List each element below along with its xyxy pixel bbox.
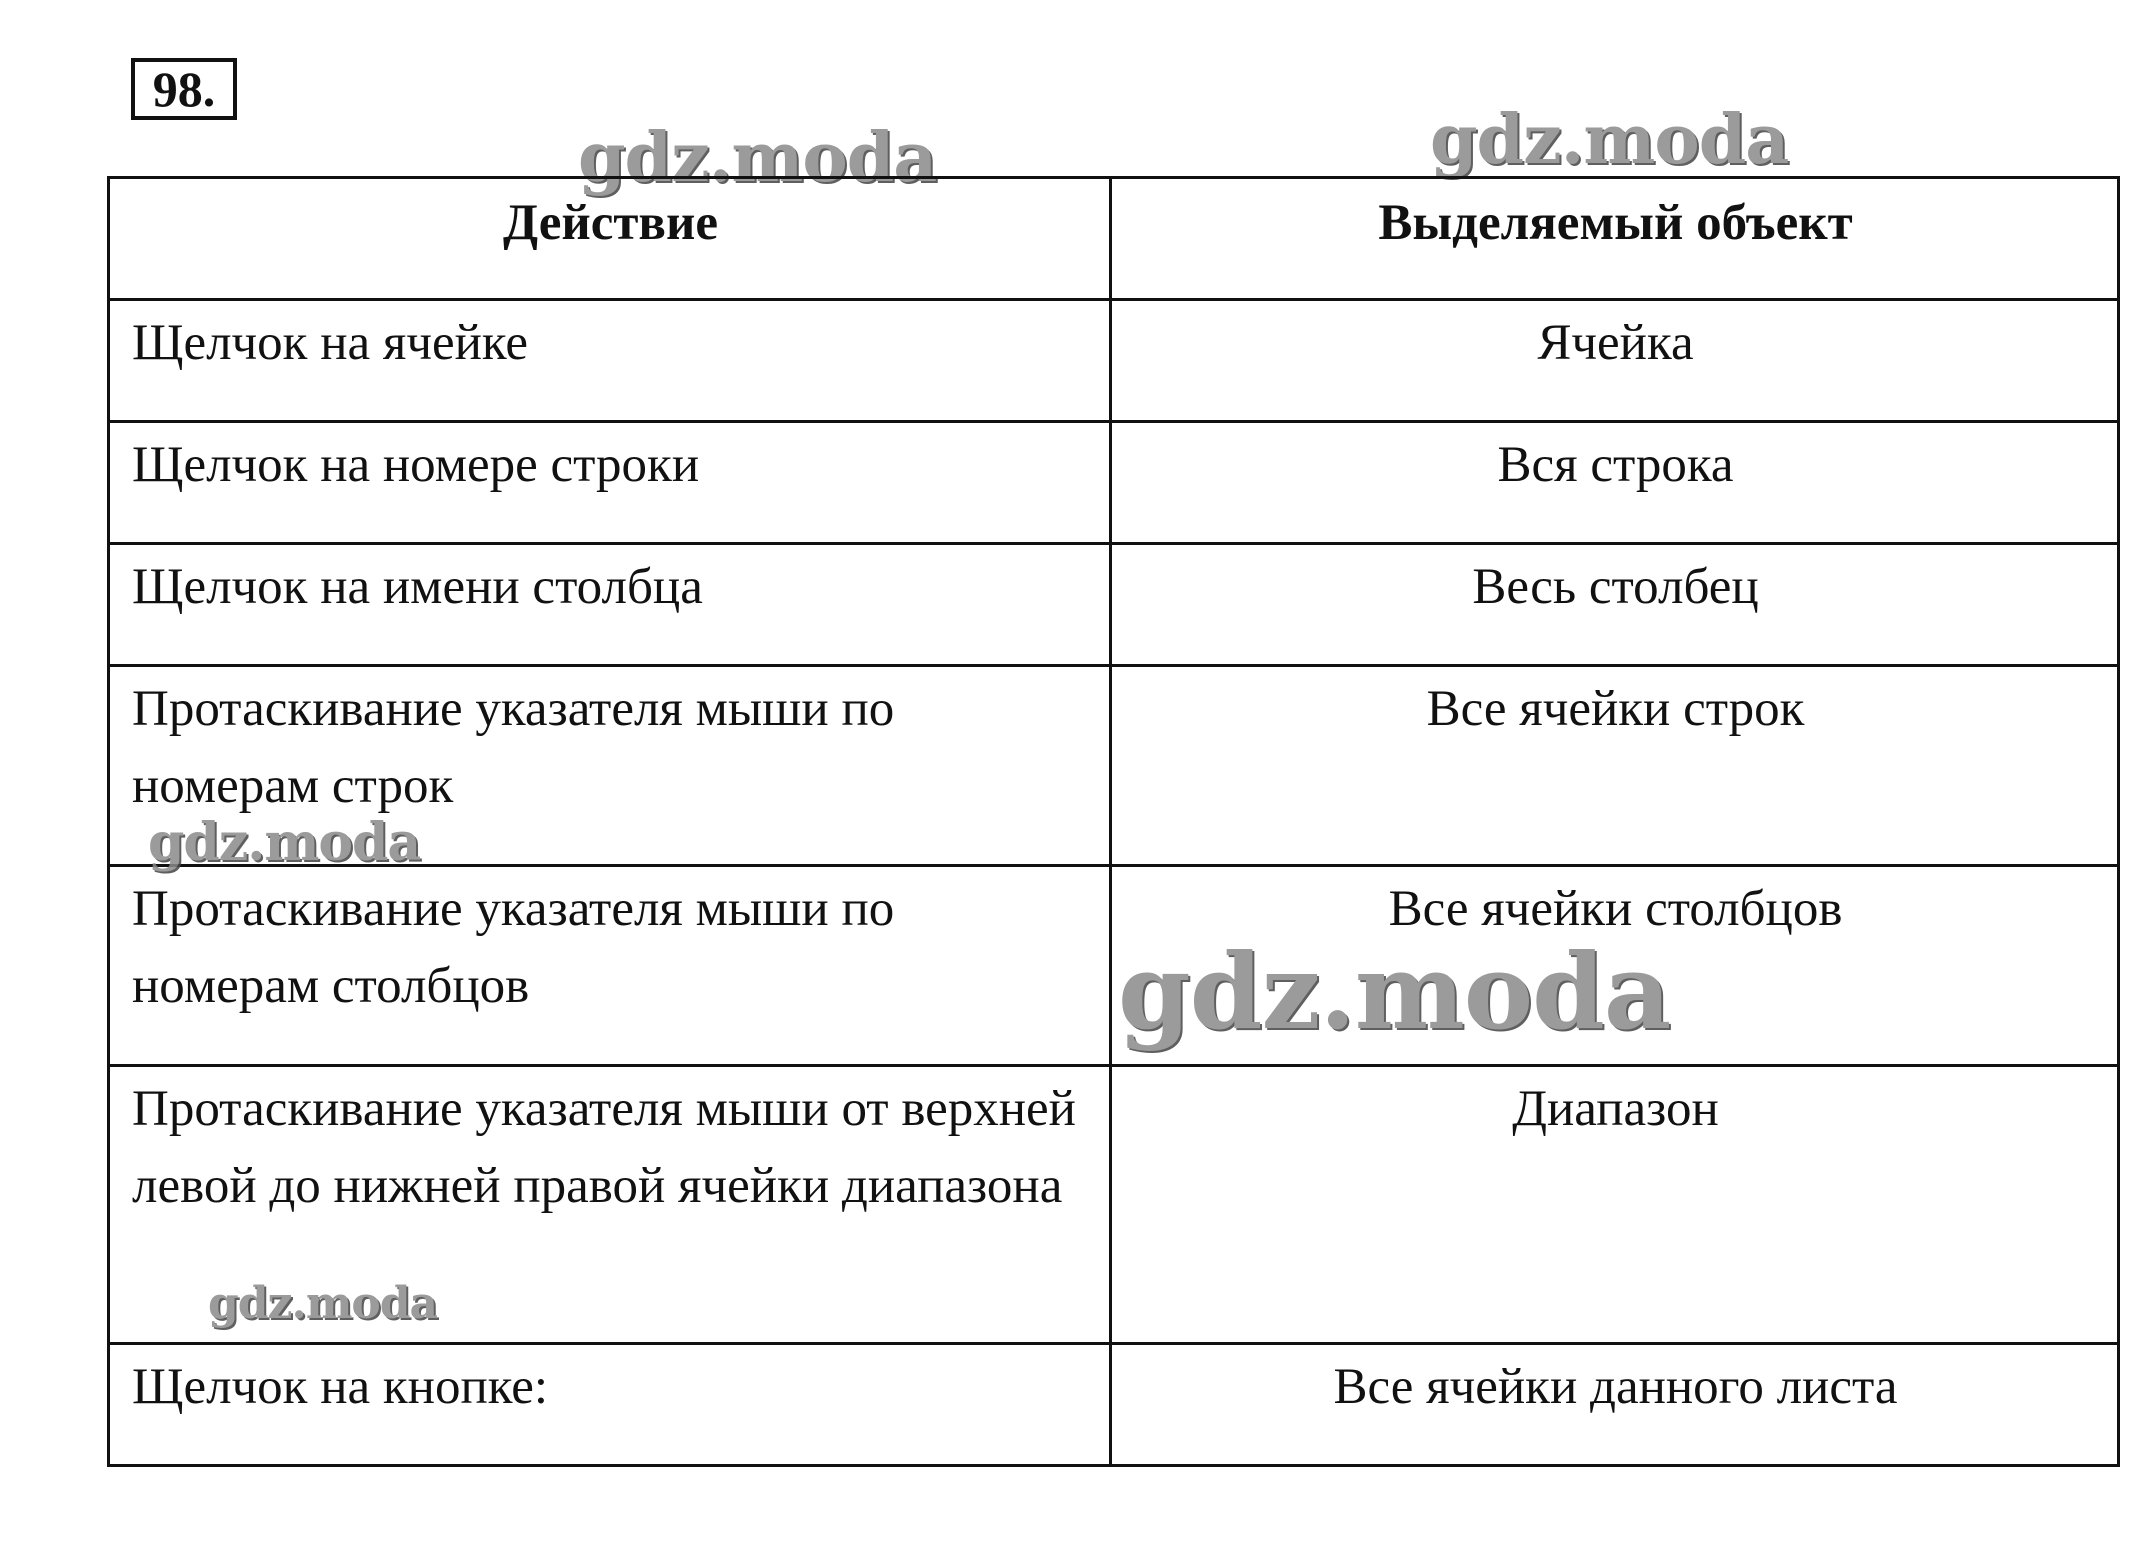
watermark: gdz.moda <box>578 118 937 198</box>
action-cell: Протаскивание указателя мыши по номерам столбцов <box>109 866 1111 1066</box>
column-header-object: Выделяемый объект <box>1111 178 2119 300</box>
table-row <box>109 544 2119 666</box>
table-row <box>109 666 2119 866</box>
object-cell: Вся строка <box>1111 422 2119 544</box>
action-cell: Щелчок на кнопке: <box>109 1344 1111 1466</box>
table-row <box>109 1344 2119 1466</box>
table-row <box>109 300 2119 422</box>
answer-table <box>107 176 2120 1467</box>
action-cell: Щелчок на имени столбца <box>109 544 1111 666</box>
watermark: gdz.moda <box>1118 930 1671 1053</box>
column-header-action: Действие <box>109 178 1111 300</box>
object-cell: Все ячейки столбцов <box>1111 866 2119 1066</box>
action-cell: Протаскивание указателя мыши от верхней левой до нижней правой ячейки диапазона <box>109 1066 1111 1344</box>
object-cell: Все ячейки данного листа <box>1111 1344 2119 1466</box>
watermark: gdz.moda <box>1430 100 1789 180</box>
table-row <box>109 422 2119 544</box>
exercise-number: 98. <box>131 58 237 120</box>
action-cell: Протаскивание указателя мыши по номерам строк <box>109 666 1111 866</box>
watermark: gdz.moda <box>208 1278 438 1329</box>
table-header-row <box>109 178 2119 300</box>
table-row <box>109 1066 2119 1344</box>
action-cell: Щелчок на ячейке <box>109 300 1111 422</box>
action-cell: Щелчок на номере строки <box>109 422 1111 544</box>
object-cell: Диапазон <box>1111 1066 2119 1344</box>
object-cell: Все ячейки строк <box>1111 666 2119 866</box>
object-cell: Весь столбец <box>1111 544 2119 666</box>
object-cell: Ячейка <box>1111 300 2119 422</box>
watermark: gdz.moda <box>148 812 421 873</box>
table-row <box>109 866 2119 1066</box>
